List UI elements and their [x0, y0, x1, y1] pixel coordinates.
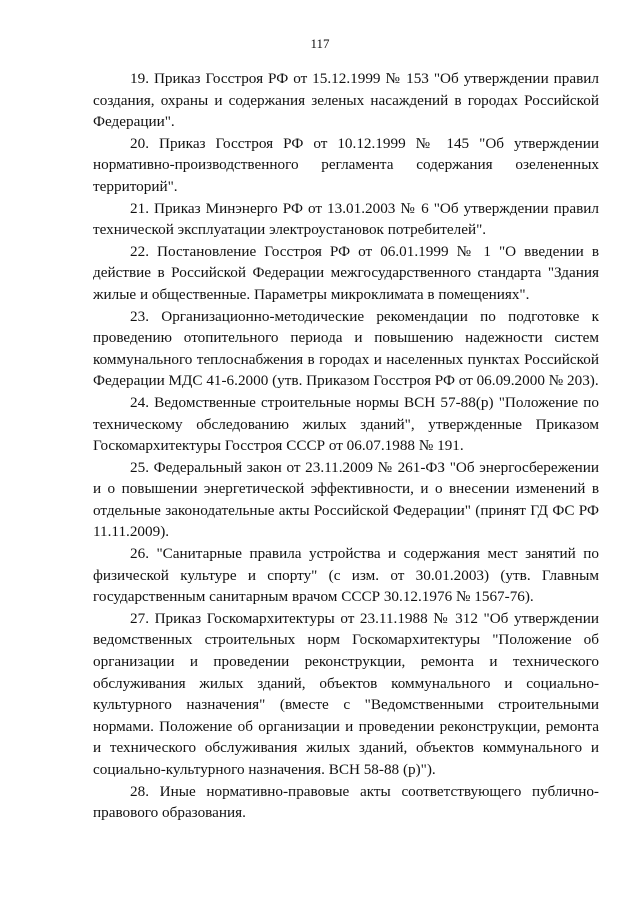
list-item: 25. Федеральный закон от 23.11.2009 № 261-ФЗ "Об энергосбережении и о повышении энергетической эффективности, и о внесении изменений в отдельные законодательные акты Российской Федерации" (принят ГД ФС РФ 11.11.2009).	[93, 458, 599, 541]
list-item: 20. Приказ Госстроя РФ от 10.12.1999 № 145 "Об утверждении нормативно-производственного регламента содержания озелененных территорий".	[93, 134, 599, 195]
list-item: 21. Приказ Минэнерго РФ от 13.01.2003 № 6 "Об утверждении правил технической эксплуатации электроустановок потребителей".	[93, 199, 599, 239]
list-item: 26. "Санитарные правила устройства и содержания мест занятий по физической культуре и спорту" (с изм. от 30.01.2003) (утв. Главным государственным санитарным врачом СССР 30.12.1976 № 1567-76).	[93, 545, 599, 606]
list-item: 19. Приказ Госстроя РФ от 15.12.1999 № 153 "Об утверждении правил создания, охраны и содержания зеленых насаждений в городах Российской Федерации".	[93, 70, 599, 131]
page-number: 117	[310, 36, 330, 51]
list-item: 27. Приказ Госкомархитектуры от 23.11.1988 № 312 "Об утверждении ведомственных строительных норм Госкомархитектуры "Положение об организации и проведении реконструкции, ремонта и технического обслуживания жилых зданий, объектов коммунального и социально-культурного назначения" (вместе с "Ведомственными строительными нормами. Положение об организации и проведении реконструкции, ремонта и технического обслуживания жилых зданий, объектов коммунального и социально-культурного назначения. ВСН 58-88 (р)").	[93, 609, 599, 778]
list-item: 22. Постановление Госстроя РФ от 06.01.1999 № 1 "О введении в действие в Российской Федерации межгосударственного стандарта "Здания жилые и общественные. Параметры микроклимата в помещениях".	[93, 242, 599, 303]
list-item: 24. Ведомственные строительные нормы ВСН 57-88(р) "Положение по техническому обследованию жилых зданий", утвержденные Приказом Госкомархитектуры Госстроя СССР от 06.07.1988 № 191.	[93, 393, 599, 455]
list-item: 28. Иные нормативно-правовые акты соответствующего публично-правового образования.	[93, 782, 599, 822]
list-item: 23. Организационно-методические рекомендации по подготовке к проведению отопительного периода и повышению надежности систем коммунального теплоснабжения в городах и населенных пунктах Российской Федерации МДС 41-6.2000 (утв. Приказом Госстроя РФ от 06.09.2000 № 203).	[93, 307, 599, 390]
reference-list	[93, 68, 599, 824]
